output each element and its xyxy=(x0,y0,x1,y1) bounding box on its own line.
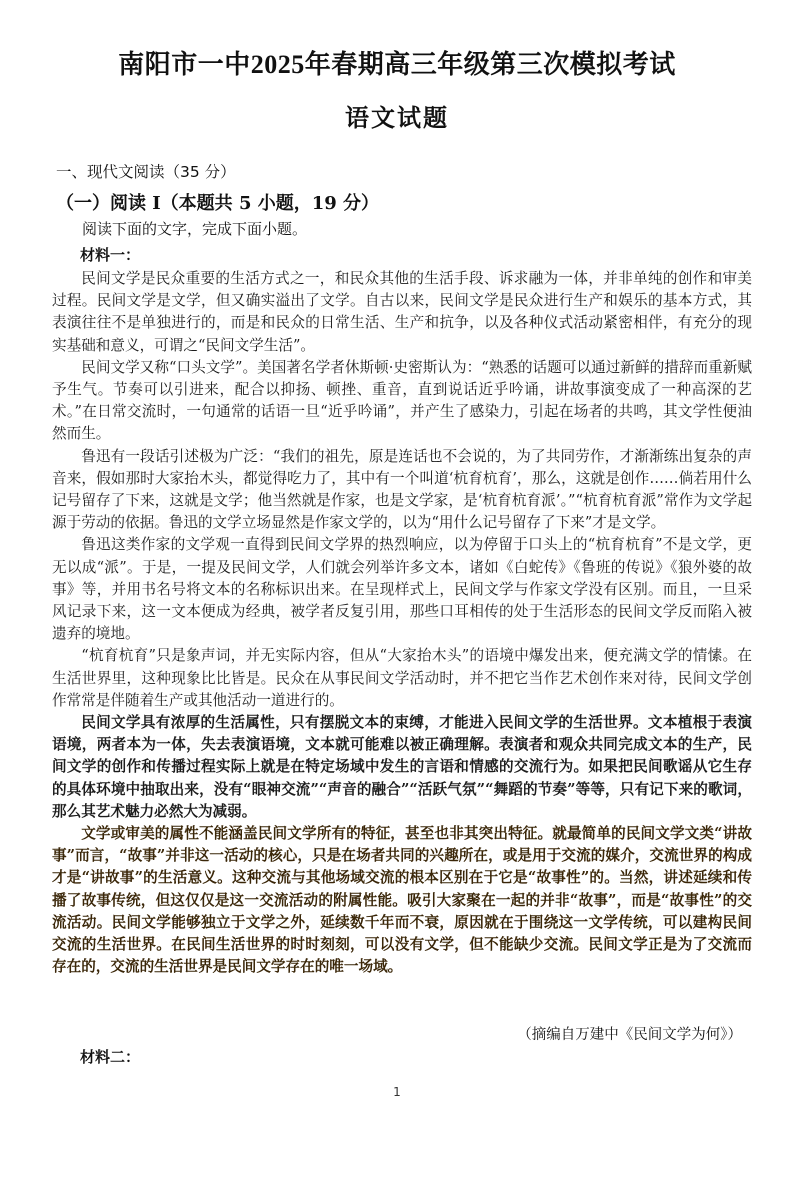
material-one-text xyxy=(52,268,752,979)
part-heading: （一）阅读 I（本题共 5 小题，19 分） xyxy=(56,193,380,214)
section-heading: 一、现代文阅读（35 分） xyxy=(56,163,236,181)
material-two-label: 材料二： xyxy=(80,1048,141,1066)
paragraph: “杭育杭育”只是象声词，并无实际内容，但从“大家抬木头”的语境中爆发出来，便充满文学的情愫。在生活世界里，这种现象比比皆是。民众在从事民间文学活动时，并不把它当作艺术创作来对待，民间文学创作常常是伴随着生产或其他活动一道进行的。 xyxy=(52,647,752,709)
paragraph: 民间文学是民众重要的生活方式之一，和民众其他的生活手段、诉求融为一体，并非单纯的创作和审美过程。民间文学是文学，但又确实溢出了文学。自古以来，民间文学是民众进行生产和娱乐的基本方式，其表演往往不是单独进行的，而是和民众的日常生活、生产和抗争，以及各种仪式活动紧密相伴，有充分的现实基础和意义，可谓之“民间文学生活”。 xyxy=(52,270,752,354)
paragraph: 民间文学又称“口头文学”。美国著名学者休斯顿·史密斯认为：“熟悉的话题可以通过新鲜的措辞而重新赋予生气。节奏可以引进来，配合以抑扬、顿挫、重音，直到说话近乎吟诵，讲故事演变成了一种高深的艺术。”在日常交流时，一句通常的话语一旦“近乎吟诵”，并产生了感染力，引起在场者的共鸣，其文学性便油然而生。 xyxy=(52,358,752,443)
paragraph: 鲁迅这类作家的文学观一直得到民间文学界的热烈响应，以为停留于口头上的“杭育杭育”不是文学，更无以成“派”。于是，一提及民间文学，人们就会列举许多文本，诸如《白蛇传》《鲁班的传说》《狼外婆的故事》等，并用书名号将文本的名称标识出来。在呈现样式上，民间文学与作家文学没有区别。而且，一旦采风记录下来，这一文本便成为经典，被学者反复引用，那些口耳相传的处于生活形态的民间文学反而陷入被遗弃的境地。 xyxy=(52,536,752,643)
exam-subtitle: 语文试题 xyxy=(345,103,449,132)
reading-instruction: 阅读下面的文字，完成下面小题。 xyxy=(82,220,308,238)
exam-title: 南阳市一中2025年春期高三年级第三次模拟考试 xyxy=(118,50,676,79)
material-one-label: 材料一： xyxy=(80,246,141,264)
paragraph: 文学或审美的属性不能涵盖民间文学所有的特征，甚至也非其突出特征。就最简单的民间文学文类“讲故事”而言，“故事”并非这一活动的核心，只是在场者共同的兴趣所在，或是用于交流的媒介，交流世界的构成才是“讲故事”的生活意义。这种交流与其他场域交流的根本区别在于它是“故事性”的。当然，讲述延续和传播了故事传统，但这仅仅是这一交流活动的附属性能。吸引大家聚在一起的并非“故事”，而是“故事性”的交流活动。民间文学能够独立于文学之外，延续数千年而不衰，原因就在于围绕这一文学传统，可以建构民间交流的生活世界。在民间生活世界的时时刻刻，可以没有文学，但不能缺少交流。民间文学正是为了交流而存在的，交流的生活世界是民间文学存在的唯一场域。 xyxy=(52,825,752,976)
page-number: 1 xyxy=(393,1085,401,1099)
paragraph: 鲁迅有一段话引述极为广泛：“我们的祖先，原是连话也不会说的，为了共同劳作，才渐渐练出复杂的声音来，假如那时大家抬木头，都觉得吃力了，其中有一个叫道‘杭育杭育’，那么，这就是创作……倘若用什么记号留存了下来，这就是文学；他当然就是作家，也是文学家，是‘杭育杭育派’。”“杭育杭育派”常作为文学起源于劳动的依据。鲁迅的文学立场显然是作家文学的，以为“用什么记号留存了下来”才是文学。 xyxy=(52,447,752,532)
source-citation: （摘编自万建中《民间文学为何》） xyxy=(517,1027,742,1043)
paragraph: 民间文学具有浓厚的生活属性，只有摆脱文本的束缚，才能进入民间文学的生活世界。文本植根于表演语境，两者本为一体，失去表演语境，文本就可能难以被正确理解。表演者和观众共同完成文本的生产，民间文学的创作和传播过程实际上就是在特定场域中发生的言语和情感的交流行为。如果把民间歌谣从它生存的具体环境中抽取出来，没有“眼神交流”“声音的融合”“活跃气氛”“舞蹈的节奏”等等，只有记下来的歌词，那么其艺术魅力必然大为减弱。 xyxy=(52,714,752,820)
